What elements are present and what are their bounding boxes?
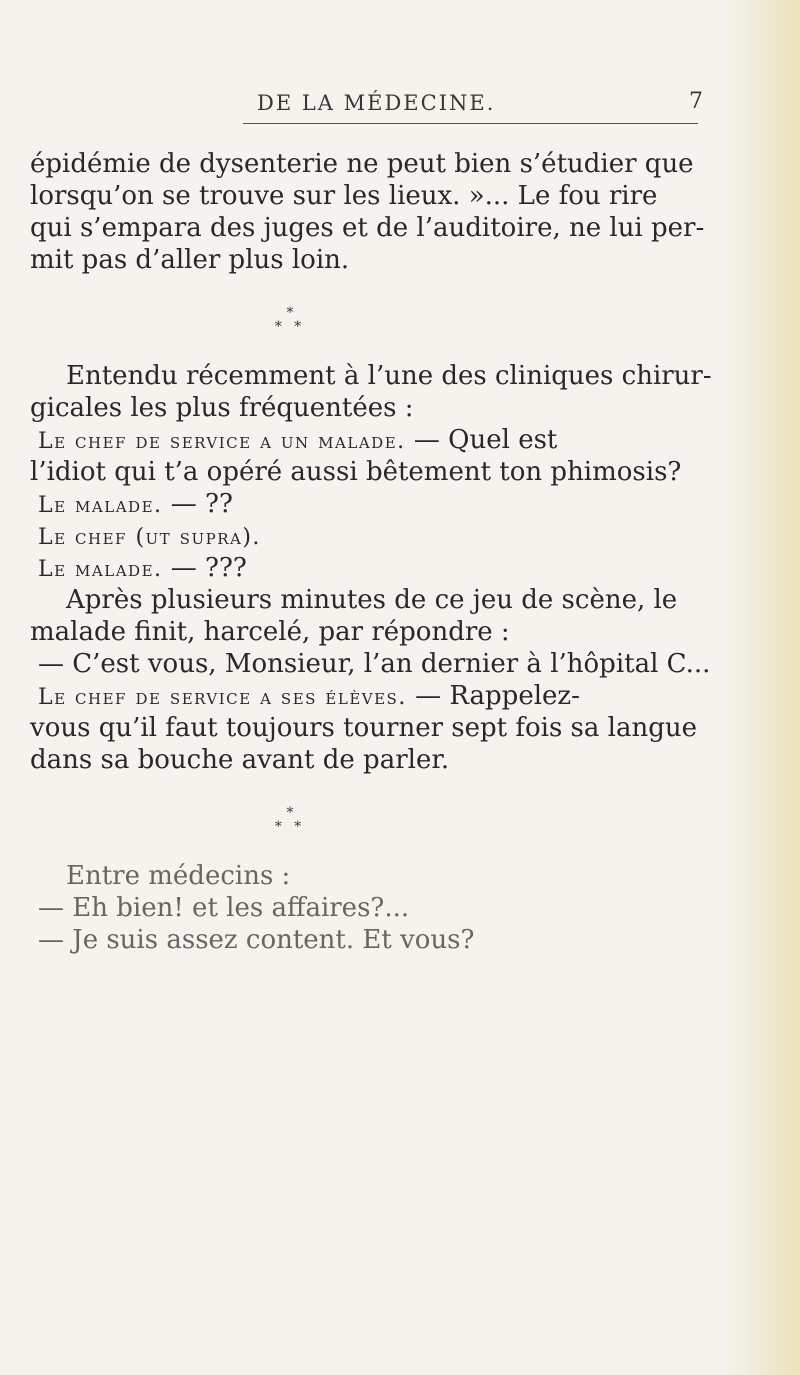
paragraph-1 (30, 148, 740, 276)
text-line: Entendu récemment à l’une des cliniques chirur- (66, 361, 712, 391)
text-line: épidémie de dysenterie ne peut bien s’étudier que (30, 149, 694, 179)
dialogue-text: — Quel est (405, 425, 558, 455)
text-line: Après plusieurs minutes de ce jeu de scène, le (66, 585, 678, 615)
dialogue-text: — ?? (162, 489, 233, 519)
asterism-separator (30, 806, 550, 834)
text-line: dans sa bouche avant de parler. (30, 745, 450, 775)
dialogue-line (30, 488, 740, 520)
running-title: DE LA MÉDECINE. (257, 91, 496, 115)
section-3 (30, 860, 740, 956)
speaker: Le malade. (38, 557, 163, 582)
text-line: lorsqu’on se trouve sur les lieux. »... Le fou rire (30, 181, 658, 211)
dialogue-line (30, 680, 740, 712)
page-header (205, 87, 705, 127)
asterism-bottom: * * (274, 819, 306, 835)
asterism-top: * (286, 805, 294, 821)
dialogue-line (30, 520, 740, 552)
speaker: Le malade. (38, 493, 163, 518)
dialogue-line (30, 424, 740, 456)
text-line: — Je suis assez content. Et vous? (38, 925, 475, 955)
text-line: vous qu’il faut toujours tourner sept fois sa langue (30, 713, 697, 743)
dialogue-line (30, 552, 740, 584)
text-line: Entre médecins : (66, 861, 291, 891)
dialogue-text: — ??? (162, 553, 247, 583)
text-line: malade finit, harcelé, par répondre : (30, 617, 510, 647)
asterism-top: * (286, 305, 294, 321)
header-rule (243, 123, 698, 124)
text-line: mit pas d’aller plus loin. (30, 245, 350, 275)
body-text (30, 148, 740, 956)
text-line: gicales les plus fréquentées : (30, 393, 414, 423)
speaker: Le chef (ut supra). (38, 525, 261, 550)
dialogue-line (30, 456, 740, 488)
speaker: Le chef de service a ses élèves. (38, 685, 407, 710)
section-2 (30, 360, 740, 776)
dialogue-text: l’idiot qui t’a opéré aussi bêtement ton phimosis? (30, 457, 682, 487)
text-line: — C’est vous, Monsieur, l’an dernier à l’hôpital C... (38, 649, 711, 679)
dialogue-text: Rappelez- (449, 681, 580, 711)
text-line: — Eh bien! et les affaires?... (38, 893, 410, 923)
text-line: qui s’empara des juges et de l’auditoire, ne lui per- (30, 213, 705, 243)
page-number: 7 (689, 89, 703, 114)
asterism-bottom: * * (274, 319, 306, 335)
dialogue-dash: — (406, 681, 450, 711)
asterism-separator (30, 306, 550, 334)
speaker: Le chef de service a un malade. (38, 429, 406, 454)
